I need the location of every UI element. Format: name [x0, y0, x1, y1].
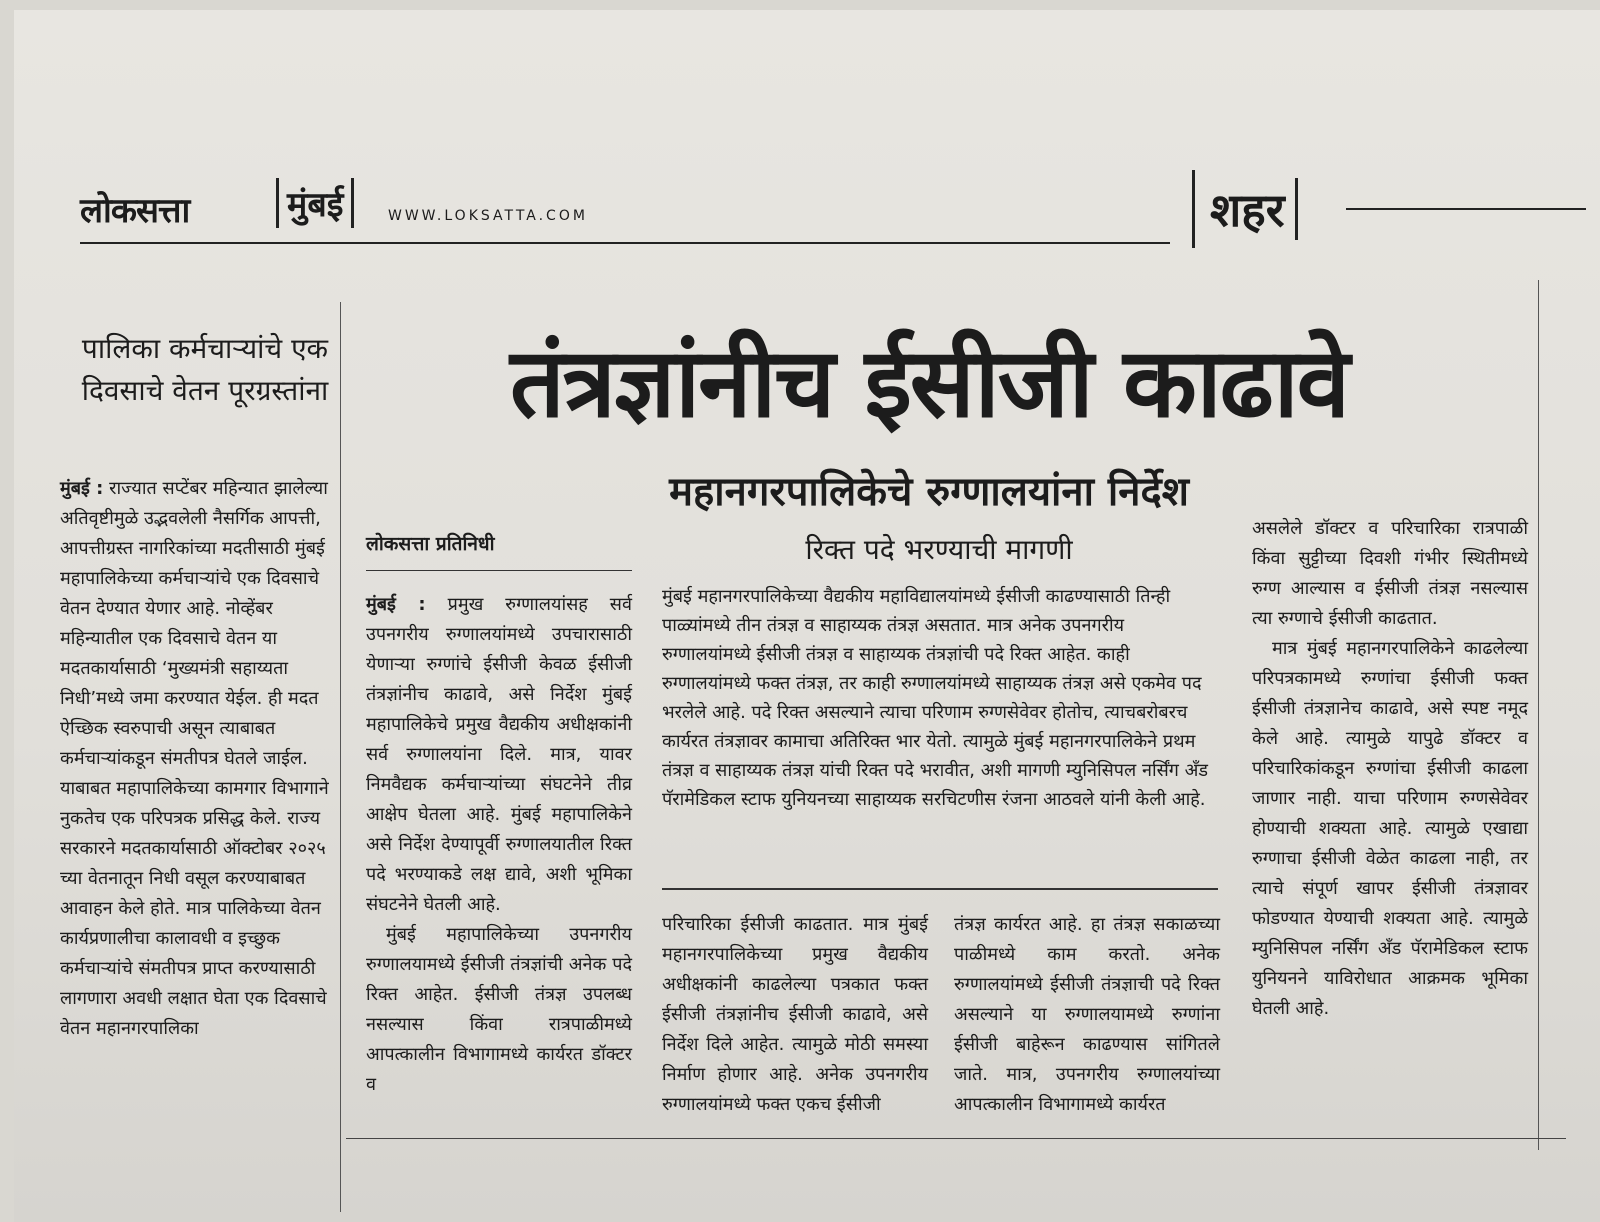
story-dateline: मुंबई : — [366, 594, 426, 615]
sidebar-headline: पालिका कर्मचाऱ्यांचे एक दिवसाचे वेतन पूरग्रस्तांना — [81, 332, 329, 407]
section-rule — [1346, 208, 1586, 210]
bottom-rule — [346, 1138, 1566, 1139]
story-col4-para1: असलेले डॉक्टर व परिचारिका रात्रपाळी किंवा सुट्टीच्या दिवशी गंभीर स्थितीमध्ये रुग्ण आल्यास व ईसीजी तंत्रज्ञ नसल्यास त्या रुग्णाचे ईसीजी काढतात. — [1252, 518, 1528, 629]
masthead-brand: लोकसत्ता — [80, 191, 190, 231]
masthead-rule — [80, 242, 1170, 244]
box-rule — [662, 888, 1218, 890]
story-column-4 — [1252, 514, 1528, 1024]
sidebar-dateline: मुंबई : — [60, 478, 104, 499]
main-headline: तंत्रज्ञांनीच ईसीजी काढावे — [510, 327, 1348, 439]
sidebar-body — [60, 474, 350, 1044]
story-column-3: तंत्रज्ञ कार्यरत आहे. हा तंत्रज्ञ सकाळच्या पाळीमध्ये काम करतो. अनेक रुग्णालयांमध्ये ईसीजी तंत्रज्ञाची पदे रिक्त असल्याने या रुग्णालयामध्ये रुग्णांना ईसीजी बाहेरून काढण्यास सांगितले जाते. मात्र, उपनगरीय रुग्णालयांच्या आपत्कालीन विभागामध्ये कार्यरत — [954, 914, 1220, 1115]
newspaper-page — [14, 10, 1600, 1222]
story-col1-text: प्रमुख रुग्णालयांसह सर्व उपनगरीय रुग्णालयांमध्ये उपचारासाठी येणाऱ्या रुग्णांचे ईसीजी केवळ ईसीजी तंत्रज्ञांनीच काढावे, असे निर्देश मुंबई महापालिकेचे प्रमुख वैद्यकीय अधीक्षकांनी सर्व रुग्णालयांना दिले. मात्र, यावर निमवैद्यक कर्मचाऱ्यांच्या संघटनेने तीव्र आक्षेप घेतला आहे. मुंबई महापालिकेने असे निर्देश देण्यापूर्वी रुग्णालयातील रिक्त पदे भरण्याकडे लक्ष द्यावे, अशी भूमिका संघटनेने घेतली आहे. — [366, 594, 632, 915]
main-subheadline: महानगरपालिकेचे रुग्णालयांना निर्देश — [669, 469, 1189, 515]
masthead-website: WWW.LOKSATTA.COM — [388, 208, 588, 224]
section-label: शहर — [1210, 178, 1298, 240]
box-body: मुंबई महानगरपालिकेच्या वैद्यकीय महाविद्यालयांमध्ये ईसीजी काढण्यासाठी तिन्ही पाळ्यांमध्ये तीन तंत्रज्ञ व साहाय्यक तंत्रज्ञ असतात. मात्र अनेक उपनगरीय रुग्णालयांमध्ये ईसीजी तंत्रज्ञ व साहाय्यक तंत्रज्ञांची पदे रिक्त आहेत. काही रुग्णालयांमध्ये फक्त तंत्रज्ञ, तर काही रुग्णालयांमध्ये साहाय्यक तंत्रज्ञ असे एकमेव पद भरलेले आहे. पदे रिक्त असल्याने त्याचा परिणाम रुग्णसेवेवर होतोच, त्याचबरोबरच कार्यरत तंत्रज्ञावर कामाचा अतिरिक्त भार येतो. त्यामुळे मुंबई महानगरपालिकेने प्रथम तंत्रज्ञ व साहाय्यक तंत्रज्ञ यांची रिक्त पदे भरावीत, अशी मागणी म्युनिसिपल नर्सिंग अँड पॅरामेडिकल स्टाफ युनियनच्या साहाय्यक सरचिटणीस रंजना आठवले यांनी केली आहे. — [662, 586, 1209, 810]
byline: लोकसत्ता प्रतिनिधी — [366, 530, 632, 571]
sidebar-text: राज्यात सप्टेंबर महिन्यात झालेल्या अतिवृष्टीमुळे उद्भवलेली नैसर्गिक आपत्ती, आपत्तीग्रस्त नागरिकांच्या मदतीसाठी मुंबई महापालिकेच्या कर्मचाऱ्यांचे एक दिवसाचे वेतन देण्यात येणार आहे. नोव्हेंबर महिन्यातील एक दिवसाचे वेतन या मदतकार्यासाठी ‘मुख्यमंत्री सहाय्यता निधी’मध्ये जमा करण्यात येईल. ही मदत ऐच्छिक स्वरुपाची असून त्याबाबत कर्मचाऱ्यांकडून संमतीपत्र घेतले जाईल. याबाबत महापालिकेच्या कामगार विभागाने नुकतेच एक परिपत्रक प्रसिद्ध केले. राज्य सरकारने मदतकार्यासाठी ऑक्टोबर २०२५ च्या वेतनातून निधी वसूल करण्याबाबत आवाहन केले होते. मात्र पालिकेच्या वेतन कार्यप्रणालीचा कालावधी व इच्छुक कर्मचाऱ्यांचे संमतीपत्र प्राप्त करण्यासाठी लागणारा अवधी लक्षात घेता एक दिवसाचे वेतन महानगरपालिका — [60, 478, 329, 1039]
masthead — [80, 178, 1586, 250]
masthead-city: मुंबई — [276, 178, 354, 228]
story-col4-para2: मात्र मुंबई महानगरपालिकेने काढलेल्या परिपत्रकामध्ये रुग्णांचा ईसीजी फक्त ईसीजी तंत्रज्ञानेच काढावे, असे स्पष्ट नमूद केले आहे. त्यामुळे यापुढे डॉक्टर व परिचारिकांकडून रुग्णांचा ईसीजी काढला जाणार नाही. याचा परिणाम रुग्णसेवेवर होण्याची शक्यता आहे. त्यामुळे एखाद्या रुग्णाचा ईसीजी वेळेत काढला नाही, तर त्याचे संपूर्ण खापर ईसीजी तंत्रज्ञावर फोडण्यात येण्याची शक्यता आहे. त्यामुळे म्युनिसिपल नर्सिंग अँड पॅरामेडिकल स्टाफ युनियनने याविरोधात आक्रमक भूमिका घेतली आहे. — [1252, 638, 1528, 1019]
section-divider — [1192, 170, 1195, 248]
story-column-2: परिचारिका ईसीजी काढतात. मात्र मुंबई महानगरपालिकेच्या प्रमुख वैद्यकीय अधीक्षकांनी काढलेल्या पत्रकात फक्त ईसीजी तंत्रज्ञांनीच ईसीजी काढावे, असे निर्देश दिले आहेत. त्यामुळे मोठी समस्या निर्माण होणार आहे. अनेक उपनगरीय रुग्णालयांमध्ये फक्त एकच ईसीजी — [662, 914, 928, 1115]
story-col1-para2: मुंबई महापालिकेच्या उपनगरीय रुग्णालयामध्ये ईसीजी तंत्रज्ञांची अनेक पदे रिक्त आहेत. ईसीजी तंत्रज्ञ उपलब्ध नसल्यास किंवा रात्रपाळीमध्ये आपत्कालीन विभागामध्ये कार्यरत डॉक्टर व — [366, 924, 632, 1095]
column-divider — [1538, 280, 1539, 1150]
story-column-1 — [366, 590, 632, 1100]
box-headline: रिक्त पदे भरण्याची मागणी — [805, 533, 1073, 566]
